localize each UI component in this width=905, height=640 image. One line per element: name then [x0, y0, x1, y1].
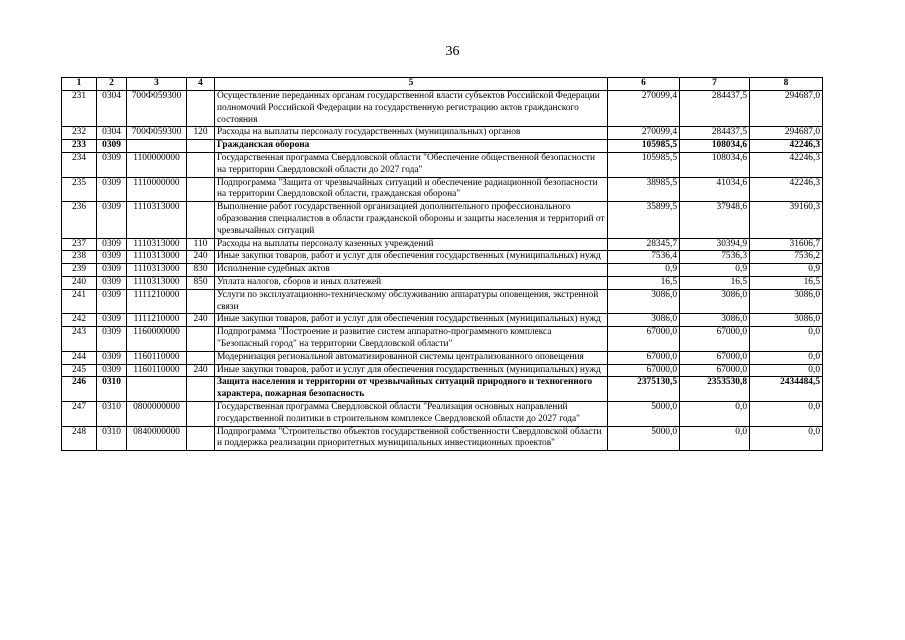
amount-year1-cell: 270099,4: [608, 91, 680, 127]
section-code-cell: 0310: [97, 426, 127, 451]
row-number-cell: 237: [62, 238, 97, 251]
section-code-cell: 0304: [97, 91, 127, 127]
amount-year1-cell: 105985,5: [608, 140, 680, 153]
table-row: [62, 426, 823, 451]
amount-year2-cell: 108034,6: [680, 152, 750, 177]
row-number-cell: 235: [62, 177, 97, 202]
row-number-cell: 233: [62, 140, 97, 153]
row-number-cell: 240: [62, 276, 97, 289]
amount-year2-cell: 3086,0: [680, 289, 750, 314]
table-row: [62, 202, 823, 238]
amount-year3-cell: 294687,0: [750, 91, 823, 127]
description-cell: Исполнение судебных актов: [215, 264, 608, 277]
section-code-cell: 0309: [97, 140, 127, 153]
amount-year2-cell: 0,0: [680, 401, 750, 426]
target-article-cell: 1110313000: [127, 276, 187, 289]
amount-year2-cell: 67000,0: [680, 364, 750, 377]
page-number: 36: [445, 44, 460, 59]
table-row: [62, 327, 823, 352]
column-header: 4: [187, 78, 215, 91]
header-row: [62, 78, 823, 91]
section-code-cell: 0304: [97, 127, 127, 140]
description-cell: Расходы на выплаты персоналу государственных (муниципальных) органов: [215, 127, 608, 140]
amount-year1-cell: 5000,0: [608, 426, 680, 451]
row-number-cell: 243: [62, 327, 97, 352]
row-number-cell: 238: [62, 251, 97, 264]
amount-year1-cell: 270099,4: [608, 127, 680, 140]
description-cell: Гражданская оборона: [215, 140, 608, 153]
table-row: [62, 401, 823, 426]
table-row: [62, 289, 823, 314]
description-cell: Осуществление переданных органам государственной власти субъектов Российской Федерации полномочий Российской Федерации на государственную регистрацию актов гражданского состояния: [215, 91, 608, 127]
amount-year3-cell: 7536,2: [750, 251, 823, 264]
amount-year2-cell: 284437,5: [680, 91, 750, 127]
amount-year2-cell: 67000,0: [680, 351, 750, 364]
section-code-cell: 0309: [97, 364, 127, 377]
amount-year3-cell: 39160,3: [750, 202, 823, 238]
expense-type-cell: [187, 140, 215, 153]
amount-year2-cell: 37948,6: [680, 202, 750, 238]
expense-type-cell: 120: [187, 127, 215, 140]
column-header: 3: [127, 78, 187, 91]
amount-year3-cell: 294687,0: [750, 127, 823, 140]
row-number-cell: 246: [62, 377, 97, 402]
description-cell: Уплата налогов, сборов и иных платежей: [215, 276, 608, 289]
row-number-cell: 244: [62, 351, 97, 364]
description-cell: Подпрограмма "Построение и развитие систем аппаратно-программного комплекса "Безопасный город" на территории Свердловской области": [215, 327, 608, 352]
section-code-cell: 0310: [97, 401, 127, 426]
amount-year3-cell: 0,9: [750, 264, 823, 277]
section-code-cell: 0309: [97, 264, 127, 277]
description-cell: Подпрограмма "Строительство объектов государственной собственности Свердловской области и поддержка реализации приоритетных муниципальных инвестиционных проектов": [215, 426, 608, 451]
amount-year1-cell: 16,5: [608, 276, 680, 289]
amount-year2-cell: 3086,0: [680, 314, 750, 327]
row-number-cell: 248: [62, 426, 97, 451]
row-number-cell: 234: [62, 152, 97, 177]
amount-year3-cell: 16,5: [750, 276, 823, 289]
amount-year1-cell: 105985,5: [608, 152, 680, 177]
target-article-cell: 1111210000: [127, 289, 187, 314]
row-number-cell: 232: [62, 127, 97, 140]
section-code-cell: 0309: [97, 202, 127, 238]
row-number-cell: 236: [62, 202, 97, 238]
expense-type-cell: [187, 91, 215, 127]
expense-type-cell: [187, 426, 215, 451]
amount-year3-cell: 0,0: [750, 426, 823, 451]
target-article-cell: 700Ф059300: [127, 127, 187, 140]
target-article-cell: 1110313000: [127, 251, 187, 264]
amount-year3-cell: 0,0: [750, 401, 823, 426]
amount-year2-cell: 41034,6: [680, 177, 750, 202]
target-article-cell: 1110000000: [127, 177, 187, 202]
description-cell: Иные закупки товаров, работ и услуг для обеспечения государственных (муниципальных) нужд: [215, 314, 608, 327]
amount-year3-cell: 0,0: [750, 364, 823, 377]
amount-year2-cell: 284437,5: [680, 127, 750, 140]
description-cell: Государственная программа Свердловской области "Реализация основных направлений государственной политики в строительном комплексе Свердловской области до 2027 года": [215, 401, 608, 426]
section-code-cell: 0309: [97, 276, 127, 289]
target-article-cell: [127, 140, 187, 153]
amount-year1-cell: 3086,0: [608, 314, 680, 327]
amount-year3-cell: 42246,3: [750, 177, 823, 202]
section-code-cell: 0309: [97, 177, 127, 202]
expense-type-cell: [187, 327, 215, 352]
amount-year3-cell: 31606,7: [750, 238, 823, 251]
target-article-cell: 1160110000: [127, 364, 187, 377]
expense-type-cell: [187, 289, 215, 314]
amount-year3-cell: 3086,0: [750, 314, 823, 327]
table-row: [62, 314, 823, 327]
target-article-cell: 1110313000: [127, 202, 187, 238]
amount-year2-cell: 67000,0: [680, 327, 750, 352]
column-header: 5: [215, 78, 608, 91]
amount-year1-cell: 67000,0: [608, 327, 680, 352]
amount-year2-cell: 108034,6: [680, 140, 750, 153]
amount-year1-cell: 67000,0: [608, 351, 680, 364]
expense-type-cell: [187, 401, 215, 426]
table-row: [62, 276, 823, 289]
target-article-cell: 0800000000: [127, 401, 187, 426]
section-code-cell: 0309: [97, 152, 127, 177]
description-cell: Услуги по эксплуатационно-техническому обслуживанию аппаратуры оповещения, экстренной связи: [215, 289, 608, 314]
target-article-cell: 1110313000: [127, 264, 187, 277]
table-row: [62, 152, 823, 177]
target-article-cell: 1160110000: [127, 351, 187, 364]
amount-year3-cell: 0,0: [750, 327, 823, 352]
table-row: [62, 351, 823, 364]
description-cell: Защита населения и территории от чрезвычайных ситуаций природного и техногенного характера, пожарная безопасность: [215, 377, 608, 402]
section-code-cell: 0309: [97, 289, 127, 314]
description-cell: Расходы на выплаты персоналу казенных учреждений: [215, 238, 608, 251]
row-number-cell: 241: [62, 289, 97, 314]
section-code-cell: 0310: [97, 377, 127, 402]
table-row: [62, 377, 823, 402]
amount-year1-cell: 67000,0: [608, 364, 680, 377]
target-article-cell: 1100000000: [127, 152, 187, 177]
row-number-cell: 231: [62, 91, 97, 127]
expense-type-cell: [187, 152, 215, 177]
amount-year1-cell: 0,9: [608, 264, 680, 277]
table-row: [62, 127, 823, 140]
table-row: [62, 140, 823, 153]
section-code-cell: 0309: [97, 238, 127, 251]
table-row: [62, 264, 823, 277]
table-row: [62, 238, 823, 251]
section-code-cell: 0309: [97, 327, 127, 352]
amount-year1-cell: 5000,0: [608, 401, 680, 426]
amount-year1-cell: 35899,5: [608, 202, 680, 238]
expense-type-cell: 240: [187, 364, 215, 377]
amount-year2-cell: 16,5: [680, 276, 750, 289]
table-row: [62, 177, 823, 202]
column-header: 8: [750, 78, 823, 91]
amount-year3-cell: 0,0: [750, 351, 823, 364]
target-article-cell: 1111210000: [127, 314, 187, 327]
amount-year1-cell: 7536,4: [608, 251, 680, 264]
section-code-cell: 0309: [97, 251, 127, 264]
amount-year3-cell: 42246,3: [750, 140, 823, 153]
amount-year2-cell: 30394,9: [680, 238, 750, 251]
target-article-cell: 700Ф059300: [127, 91, 187, 127]
column-header: 6: [608, 78, 680, 91]
amount-year3-cell: 42246,3: [750, 152, 823, 177]
row-number-cell: 239: [62, 264, 97, 277]
description-cell: Иные закупки товаров, работ и услуг для обеспечения государственных (муниципальных) нужд: [215, 251, 608, 264]
table-row: [62, 91, 823, 127]
column-header: 7: [680, 78, 750, 91]
description-cell: Государственная программа Свердловской области "Обеспечение общественной безопасности на территории Свердловской области до 2027 года": [215, 152, 608, 177]
amount-year3-cell: 2434484,5: [750, 377, 823, 402]
description-cell: Выполнение работ государственной организацией дополнительного профессионального образования специалистов в области гражданской обороны и защиты населения и территорий от чрезвычайных ситуаций: [215, 202, 608, 238]
expense-type-cell: 240: [187, 251, 215, 264]
amount-year2-cell: 7536,3: [680, 251, 750, 264]
amount-year1-cell: 2375130,5: [608, 377, 680, 402]
expense-type-cell: 850: [187, 276, 215, 289]
section-code-cell: 0309: [97, 351, 127, 364]
amount-year3-cell: 3086,0: [750, 289, 823, 314]
expense-type-cell: 110: [187, 238, 215, 251]
table-body: [62, 91, 823, 451]
expense-type-cell: 830: [187, 264, 215, 277]
expense-type-cell: 240: [187, 314, 215, 327]
row-number-cell: 247: [62, 401, 97, 426]
row-number-cell: 242: [62, 314, 97, 327]
column-header: 2: [97, 78, 127, 91]
section-code-cell: 0309: [97, 314, 127, 327]
target-article-cell: 1110313000: [127, 238, 187, 251]
row-number-cell: 245: [62, 364, 97, 377]
target-article-cell: 1160000000: [127, 327, 187, 352]
table-row: [62, 251, 823, 264]
description-cell: Модернизация региональной автоматизированной системы централизованного оповещения: [215, 351, 608, 364]
target-article-cell: [127, 377, 187, 402]
column-header: 1: [62, 78, 97, 91]
amount-year2-cell: 0,0: [680, 426, 750, 451]
expense-type-cell: [187, 202, 215, 238]
amount-year2-cell: 2353530,8: [680, 377, 750, 402]
description-cell: Иные закупки товаров, работ и услуг для обеспечения государственных (муниципальных) нужд: [215, 364, 608, 377]
expense-type-cell: [187, 377, 215, 402]
expense-type-cell: [187, 177, 215, 202]
amount-year1-cell: 3086,0: [608, 289, 680, 314]
budget-table: [61, 77, 823, 451]
target-article-cell: 0840000000: [127, 426, 187, 451]
amount-year1-cell: 38985,5: [608, 177, 680, 202]
table-row: [62, 364, 823, 377]
description-cell: Подпрограмма "Защита от чрезвычайных ситуаций и обеспечение радиационной безопасности на территории Свердловской области, гражданская оборона": [215, 177, 608, 202]
expense-type-cell: [187, 351, 215, 364]
amount-year1-cell: 28345,7: [608, 238, 680, 251]
amount-year2-cell: 0,9: [680, 264, 750, 277]
